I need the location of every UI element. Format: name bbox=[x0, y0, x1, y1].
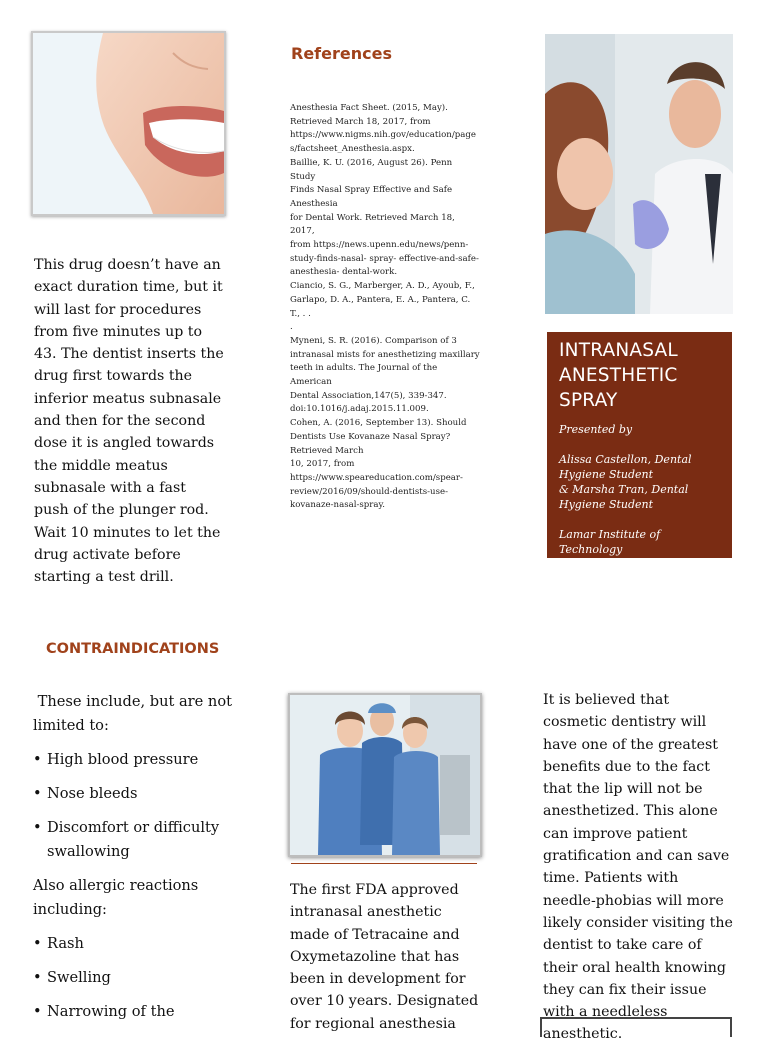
reference-line: Retrieved March bbox=[290, 445, 364, 456]
reference-line: https://www.nigms.nih.gov/education/page bbox=[290, 130, 476, 141]
reference-line: Cohen, A. (2016, September 13). Should bbox=[290, 418, 467, 429]
bullet-icon: • bbox=[33, 785, 42, 802]
title-line: INTRANASAL bbox=[559, 340, 678, 361]
reference-line: Dental Association,147(5), 339-347. bbox=[290, 390, 447, 401]
reference-line: . bbox=[290, 322, 293, 333]
references-list bbox=[290, 102, 480, 513]
reference-line: anesthesia- dental-work. bbox=[290, 267, 398, 278]
reference-line: teeth in adults. The Journal of the American bbox=[290, 363, 438, 388]
reference-line: Baillie, K. U. (2016, August 26). Penn Study bbox=[290, 157, 453, 182]
bullet-icon: • bbox=[33, 751, 42, 768]
contraindications-heading: CONTRAINDICATIONS bbox=[46, 641, 220, 657]
reference-line: doi:10.1016/j.adaj.2015.11.009. bbox=[290, 404, 429, 415]
reference-line: s/factsheet_Anesthesia.aspx. bbox=[290, 144, 415, 155]
dental-team-photo bbox=[288, 693, 482, 857]
list-item bbox=[33, 748, 233, 772]
reference-line: intranasal mists for anesthetizing maxillary bbox=[290, 349, 480, 360]
brochure-title bbox=[559, 338, 722, 413]
reference-line: Myneni, S. R. (2016). Comparison of 3 bbox=[290, 335, 457, 346]
reference-line: 10, 2017, from bbox=[290, 459, 355, 470]
benefits-paragraph: It is believed that cosmetic dentistry will have one of the greatest benefits due to the fact that the lip will not be anesthetized. This alone can improve patient gratification and can save time. Patients with needle-phobias will more likely consider visiting the dentist to take care of their oral health knowing they can fix their issue with a needleless anesthetic. bbox=[543, 692, 733, 1043]
reference-line: study-finds-nasal- spray- effective-and-safe- bbox=[290, 253, 479, 264]
smile-photo bbox=[31, 31, 226, 216]
intro-paragraph: This drug doesn’t have an exact duration time, but it will last for procedures from five minutes up to 43. The dentist inserts the drug first towards the inferior meatus subnasale and then for the second dose it is angled towards the middle meatus subnasale with a fast push of the plunger rod. Wait 10 minutes to let the drug activate before starting a test drill. bbox=[34, 257, 224, 586]
list-item bbox=[33, 1000, 233, 1024]
reference-line: Ciancio, S. G., Marberger, A. D., Ayoub, F., bbox=[290, 281, 475, 292]
list-item bbox=[33, 966, 233, 990]
title-line: SPRAY bbox=[559, 390, 618, 411]
author-2-line-1: & Marsha Tran, Dental bbox=[559, 483, 689, 496]
bullet-icon: • bbox=[33, 1003, 42, 1020]
dentist-patient-photo bbox=[545, 34, 733, 314]
reference-line: Garlapo, D. A., Pantera, E. A., Pantera, C. T., . . bbox=[290, 294, 471, 319]
contraindications-list bbox=[33, 690, 237, 1024]
list-item-label: Discomfort or difficulty swallowing bbox=[47, 819, 220, 860]
reference-line: from https://news.upenn.edu/news/penn- bbox=[290, 240, 469, 251]
reference-line: Retrieved March 18, 2017, from bbox=[290, 116, 431, 127]
divider bbox=[291, 863, 477, 864]
bottom-frame bbox=[540, 1017, 732, 1037]
author-1-line-2: Hygiene Student bbox=[559, 468, 654, 481]
reference-line: Anesthesia Fact Sheet. (2015, May). bbox=[290, 103, 448, 113]
presented-by: Presented by bbox=[559, 423, 633, 436]
fda-paragraph: The first FDA approved intranasal anesthetic made of Tetracaine and Oxymetazoline that has been in development for over 10 years. Designated for regional anesthesia bbox=[290, 882, 479, 1032]
institution-line-2: Dental Hygiene Program bbox=[559, 558, 698, 571]
contraindications-intro: These include, but are not limited to: bbox=[33, 693, 237, 734]
reference-line: for Dental Work. Retrieved March 18, 2017, bbox=[290, 212, 455, 237]
references-heading: References bbox=[291, 44, 392, 63]
list-item-label: Swelling bbox=[47, 969, 111, 986]
list-item bbox=[33, 816, 233, 864]
bullet-icon: • bbox=[33, 969, 42, 986]
reference-line: Anesthesia bbox=[290, 198, 338, 209]
bullet-icon: • bbox=[33, 819, 42, 836]
reference-line: Finds Nasal Spray Effective and Safe bbox=[290, 185, 453, 196]
title-block bbox=[547, 332, 732, 571]
reference-line: Dentists Use Kovanaze Nasal Spray? bbox=[290, 431, 451, 442]
list-item-label: Rash bbox=[47, 935, 84, 952]
author-2-line-2: Hygiene Student bbox=[559, 498, 654, 511]
reference-line: https://www.speareducation.com/spear- bbox=[290, 472, 463, 483]
list-item-label: High blood pressure bbox=[47, 751, 199, 768]
bullet-icon: • bbox=[33, 935, 42, 952]
list-item-label: Nose bleeds bbox=[47, 785, 138, 802]
institution-line-1: Lamar Institute of Technology bbox=[559, 528, 661, 556]
reference-line: kovanaze-nasal-spray. bbox=[290, 500, 385, 511]
list-item-label: Narrowing of the bbox=[47, 1003, 175, 1020]
list-item bbox=[33, 782, 233, 806]
author-1-line-1: Alissa Castellon, Dental bbox=[559, 453, 692, 466]
list-item bbox=[33, 932, 233, 956]
reference-line: review/2016/09/should-dentists-use- bbox=[290, 486, 448, 497]
allergic-reactions-intro: Also allergic reactions including: bbox=[33, 877, 199, 918]
title-line: ANESTHETIC bbox=[559, 365, 678, 386]
